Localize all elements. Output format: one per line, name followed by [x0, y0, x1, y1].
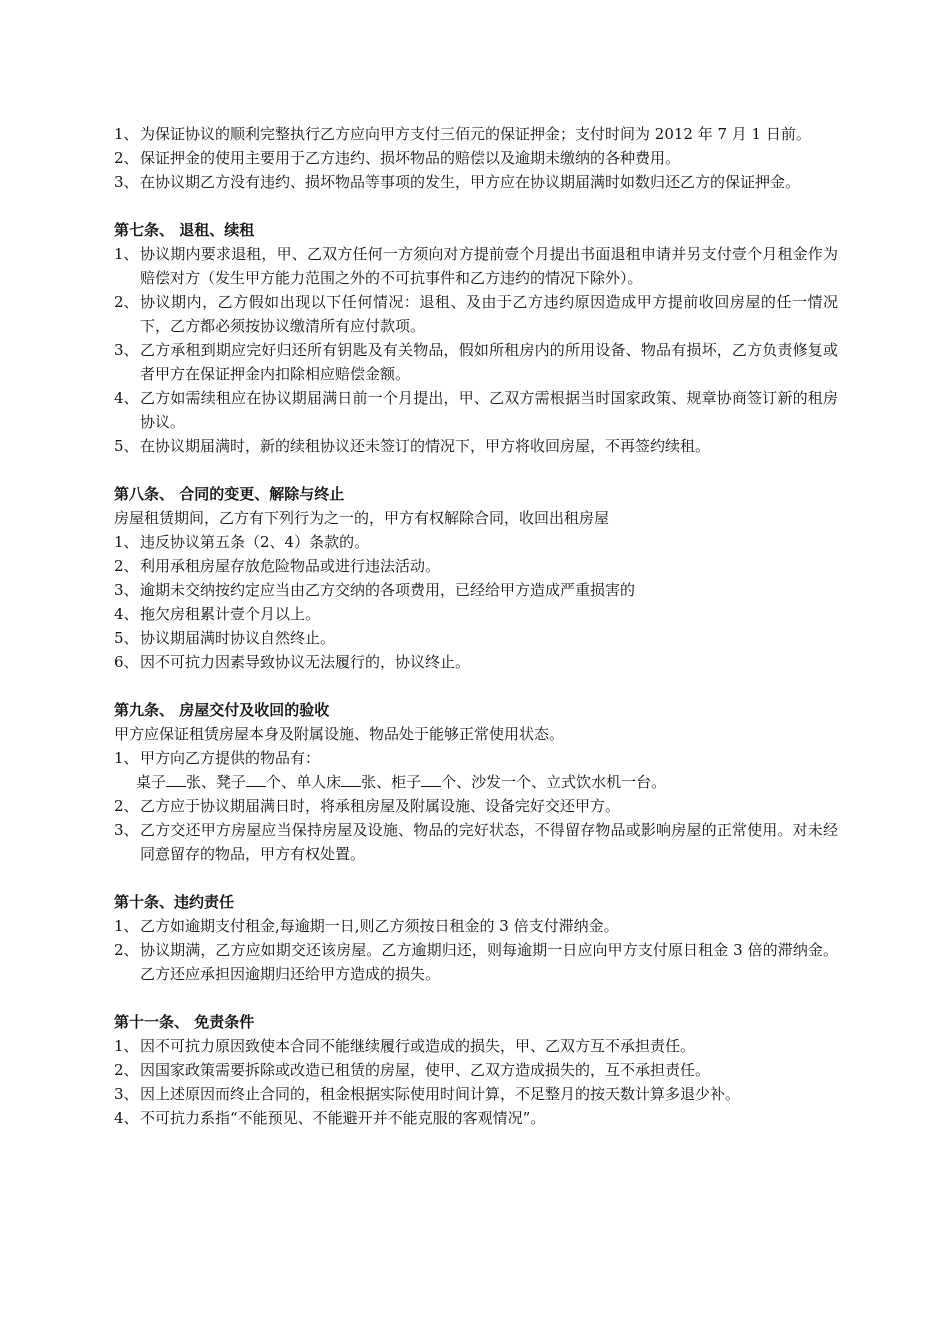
- list-item: 4、 乙方如需续租应在协议期届满日前一个月提出，甲、乙双方需根据当时国家政策、规章协商签订新的租房协议。: [114, 389, 838, 431]
- list-item: 1、 为保证协议的顺利完整执行乙方应向甲方支付三佰元的保证押金；支付时间为 2012 年 7 月 1 日前。: [114, 125, 811, 143]
- list-item: 3、 乙方交还甲方房屋应当保持房屋及设施、物品的完好状态，不得留存物品或影响房屋的正常使用。对未经同意留存的物品，甲方有权处置。: [114, 821, 838, 863]
- list-item: 5、 在协议期届满时，新的续租协议还未签订的情况下，甲方将收回房屋，不再签约续租。: [114, 437, 711, 455]
- list-item: 1、 协议期内要求退租，甲、乙双方任何一方须向对方提前壹个月提出书面退租申请并另支付壹个月租金作为赔偿对方（发生甲方能力范围之外的不可抗事件和乙方违约的情况下除外）。: [114, 245, 838, 287]
- section-7: [114, 218, 838, 458]
- section-9: [114, 698, 838, 866]
- list-item: 1、 甲方向乙方提供的物品有：: [114, 749, 321, 767]
- blank-field: [246, 770, 266, 787]
- list-item: 5、 协议期届满时协议自然终止。: [114, 629, 336, 647]
- blank-field: [166, 770, 186, 787]
- list-item: 2、 保证押金的使用主要用于乙方违约、损坏物品的赔偿以及逾期未缴纳的各种费用。: [114, 149, 681, 167]
- section-10: [114, 890, 838, 986]
- section-11: [114, 1010, 838, 1130]
- list-item: 3、 乙方承租到期应完好归还所有钥匙及有关物品，假如所租房内的所用设备、物品有损坏，乙方负责修复或者甲方在保证押金内扣除相应赔偿金额。: [114, 341, 838, 383]
- list-item: 1、 乙方如逾期支付租金,每逾期一日,则乙方须按日租金的 3 倍支付滞纳金。: [114, 917, 619, 935]
- list-item: 2、 协议期满，乙方应如期交还该房屋。乙方逾期归还，则每逾期一日应向甲方支付原日租金 3 倍的滞纳金。乙方还应承担因逾期归还给甲方造成的损失。: [114, 941, 838, 983]
- list-item: 1、 因不可抗力原因致使本合同不能继续履行或造成的损失，甲、乙双方互不承担责任。: [114, 1037, 696, 1055]
- list-item: 2、 因国家政策需要拆除或改造已租赁的房屋，使甲、乙双方造成损失的，互不承担责任。: [114, 1061, 711, 1079]
- list-item: 2、 乙方应于协议期届满日时，将承租房屋及附属设施、设备完好交还甲方。: [114, 797, 621, 815]
- list-item: 2、 利用承租房屋存放危险物品或进行违法活动。: [114, 557, 441, 575]
- blank-field: [421, 770, 441, 787]
- list-item: 3、 逾期未交纳按约定应当由乙方交纳的各项费用，已经给甲方造成严重损害的: [114, 581, 636, 599]
- document-page: [114, 122, 838, 1130]
- list-item: 6、 因不可抗力因素导致协议无法履行的，协议终止。: [114, 653, 471, 671]
- list-item: 3、 在协议期乙方没有违约、损坏物品等事项的发生，甲方应在协议期届满时如数归还乙方的保证押金。: [114, 173, 801, 191]
- section-heading: 第九条、 房屋交付及收回的验收: [114, 701, 330, 719]
- list-item: 2、 协议期内，乙方假如出现以下任何情况：退租、及由于乙方违约原因造成甲方提前收回房屋的任一情况下，乙方都必须按协议缴清所有应付款项。: [114, 293, 838, 335]
- section-heading: 第八条、 合同的变更、解除与终止: [114, 485, 345, 503]
- furniture-line: 桌子 张、凳子 个、单人床 张、柜子 个、沙发一个、立式饮水机一台。: [114, 770, 838, 794]
- blank-field: [341, 770, 361, 787]
- list-item: 1、 违反协议第五条（2、4）条款的。: [114, 533, 370, 551]
- section-heading: 第十一条、 免责条件: [114, 1013, 255, 1031]
- section-intro: 甲方应保证租赁房屋本身及附属设施、物品处于能够正常使用状态。: [114, 725, 565, 743]
- section-intro: 房屋租赁期间，乙方有下列行为之一的，甲方有权解除合同，收回出租房屋: [114, 509, 610, 527]
- section-8: [114, 482, 838, 674]
- section-6-items: [114, 122, 838, 194]
- section-heading: 第十条、违约责任: [114, 893, 235, 911]
- list-item: 4、 不可抗力系指“不能预见、不能避开并不能克服的客观情况”。: [114, 1109, 546, 1127]
- section-heading: 第七条、 退租、续租: [114, 221, 255, 239]
- list-item: 4、 拖欠房租累计壹个月以上。: [114, 605, 321, 623]
- list-item: 3、 因上述原因而终止合同的，租金根据实际使用时间计算，不足整月的按天数计算多退少补。: [114, 1085, 741, 1103]
